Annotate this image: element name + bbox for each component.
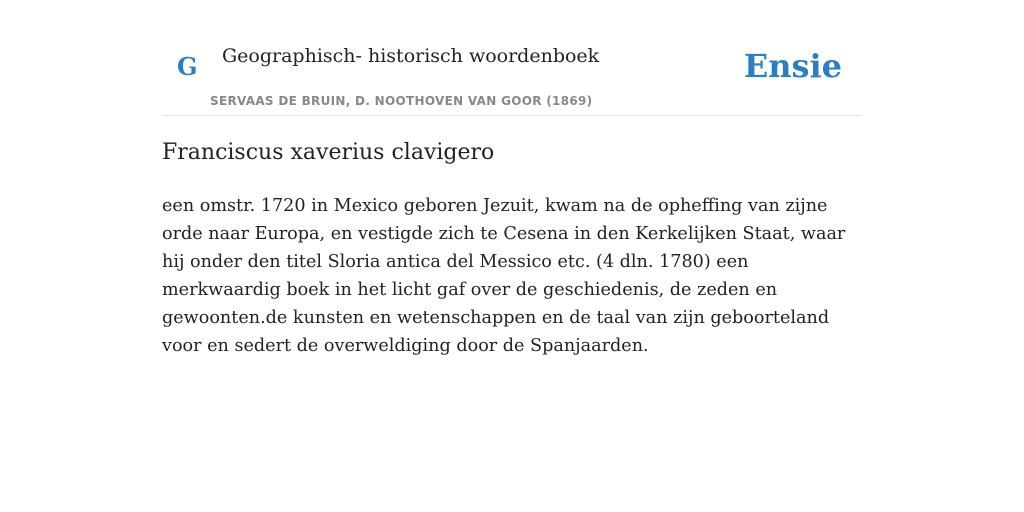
- book-initial-link[interactable]: G: [177, 52, 198, 81]
- book-title-link[interactable]: Geographisch- historisch woordenboek: [222, 45, 600, 67]
- entry-body: een omstr. 1720 in Mexico geboren Jezuit, kwam na de opheffing van zijne orde naar Europa, en vestigde zich te Cesena in den Kerkelijken Staat, waar hij onder den titel Sloria antica del Messico etc. (4 dln. 1780) een merkwaardig boek in het licht gaf over de geschiedenis, de zeden en gewoonten.de kunsten en wetenschappen en de taal van zijn geboorteland voor en sedert de overweldiging door de Spanjaarden.: [162, 196, 846, 356]
- book-authors: SERVAAS DE BRUIN, D. NOOTHOVEN VAN GOOR (1869): [210, 94, 593, 108]
- header: [162, 0, 862, 116]
- site-logo[interactable]: Ensie: [743, 47, 842, 85]
- entry-title: Franciscus xaverius clavigero: [162, 140, 495, 165]
